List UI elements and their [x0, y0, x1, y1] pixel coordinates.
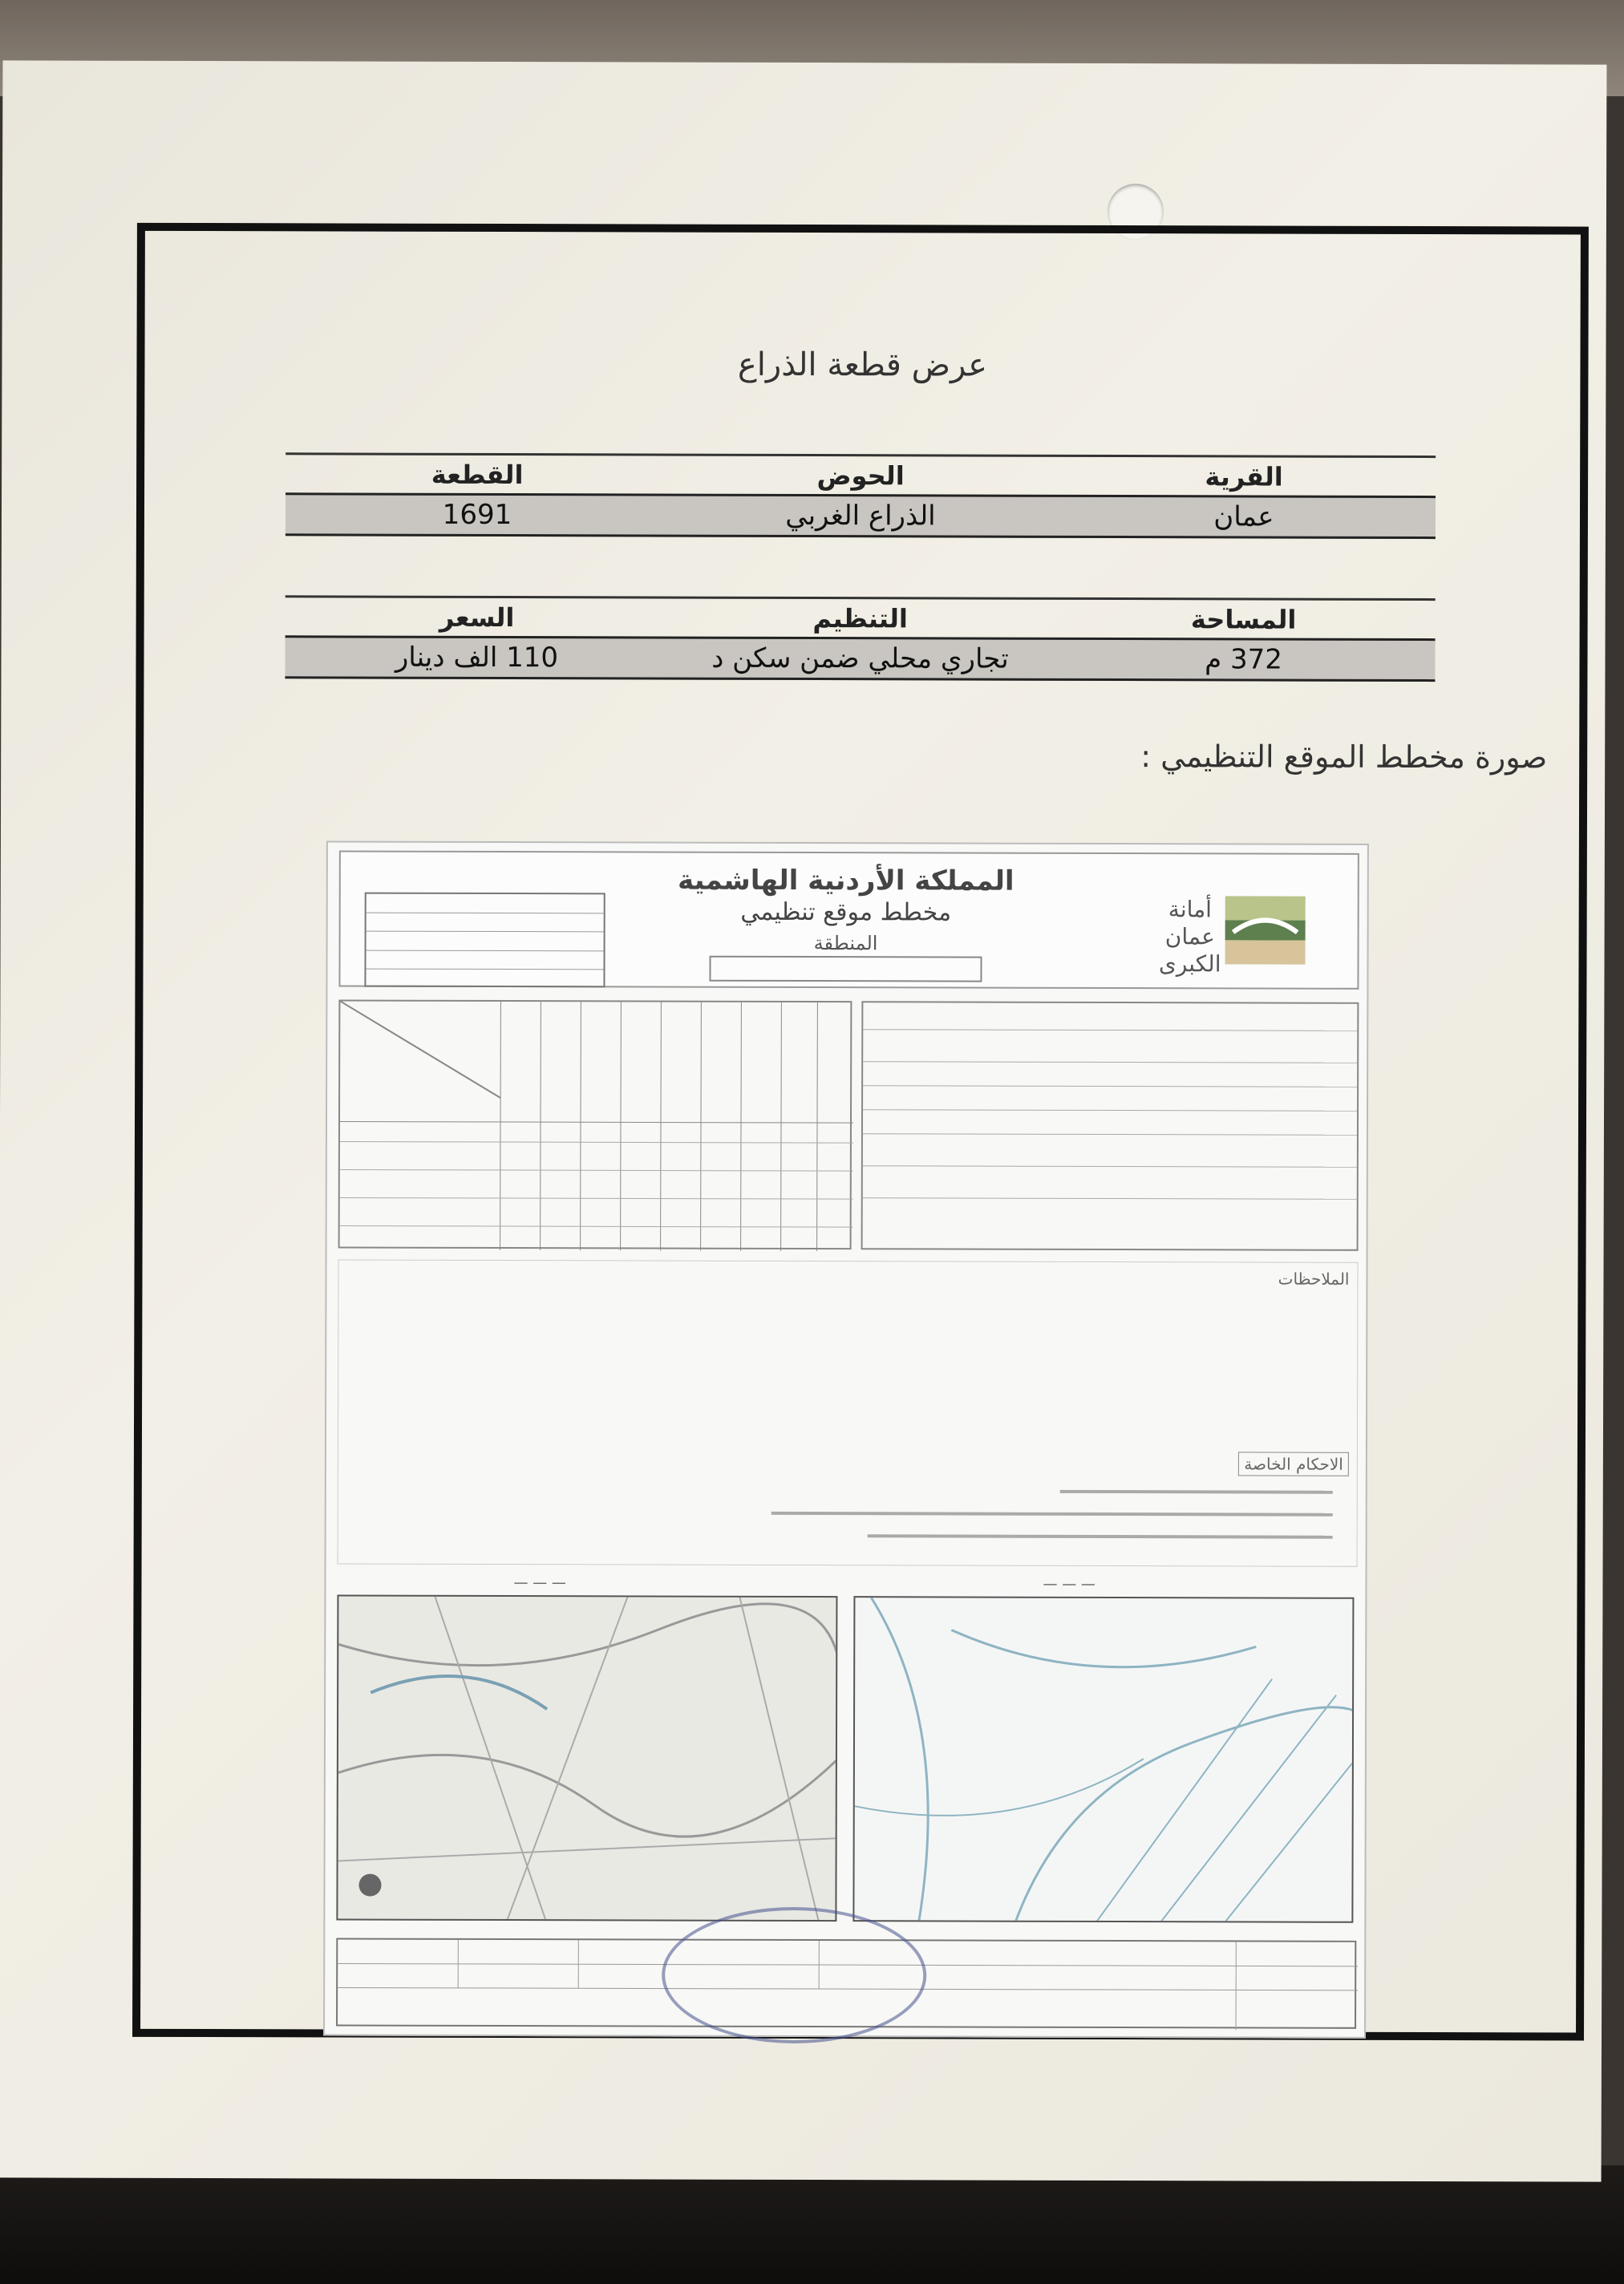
regulations-grid [338, 999, 852, 1249]
header-zoning: التنظيم [812, 603, 908, 634]
cadastral-map [336, 1594, 837, 1922]
document-frame [132, 223, 1589, 2041]
site-plan-image [323, 840, 1369, 2038]
details-table [285, 595, 1435, 682]
plan-maps [336, 1573, 1357, 1929]
plan-rules-title: الاحكام الخاصة [1238, 1452, 1349, 1476]
plan-type-title: مخطط موقع تنظيمي [740, 897, 952, 927]
header-price: السعر [439, 601, 515, 634]
value-zoning: تجاري محلي ضمن سكن د [711, 642, 1009, 675]
value-area: 372 م [1205, 643, 1282, 676]
header-village: القرية [1205, 461, 1283, 492]
background-bottom [0, 2165, 1624, 2284]
amman-logo [1108, 872, 1325, 977]
details-table-values [285, 635, 1435, 682]
official-stamp [662, 1907, 926, 2044]
amman-logo-icon [1221, 888, 1310, 968]
logo-text: أمانة عمان الكبرى [1158, 896, 1221, 978]
scale-label-right: — — — [1043, 1575, 1095, 1593]
plan-header [338, 850, 1359, 989]
plan-kingdom-title: المملكة الأردنية الهاشمية [677, 864, 1014, 897]
location-map [852, 1596, 1354, 1923]
plan-region-box [709, 956, 982, 982]
parcel-table-header [286, 452, 1436, 496]
parcel-table-values [286, 492, 1436, 539]
header-basin: الحوض [816, 460, 905, 492]
document-title: عرض قطعة الذراع [737, 346, 988, 384]
header-parcel: القطعة [431, 459, 524, 491]
plan-notes-title: الملاحظات [1278, 1269, 1350, 1289]
parcel-table [286, 452, 1436, 539]
paper-sheet [0, 60, 1606, 2181]
header-area: المساحة [1190, 604, 1297, 635]
site-plan-label: صورة مخطط الموقع التنظيمي : [1140, 739, 1548, 776]
plan-data-grid [338, 999, 1359, 1250]
plan-notes-area [338, 1259, 1359, 1566]
details-table-header [286, 595, 1436, 638]
plan-region-label: المنطقة [813, 932, 878, 955]
value-price: 110 الف دينار [395, 641, 559, 674]
value-parcel: 1691 [442, 498, 512, 532]
value-basin: الذراع الغربي [785, 499, 936, 533]
plan-meta-box [364, 893, 605, 988]
parcel-info-grid [861, 1001, 1359, 1251]
scale-label-left: — — — [513, 1574, 566, 1592]
value-village: عمان [1213, 500, 1274, 533]
